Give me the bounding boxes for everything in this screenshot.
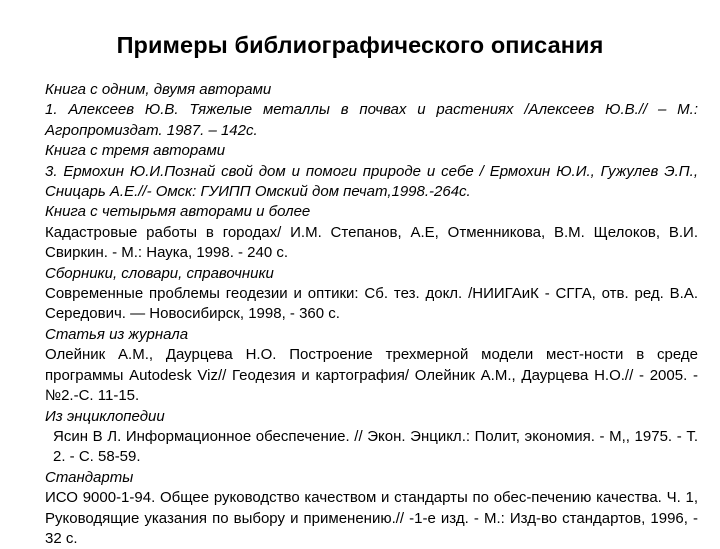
bibliography-entry: Олейник А.М., Даурцева Н.О. Построение трехмерной модели мест-ности в среде программы Autodesk Viz// Геодезия и картография/ Олейник А.М., Даурцева Н.О.// - 2005. -№2.-С. 11-15.	[45, 346, 698, 405]
section-heading: Сборники, словари, справочники	[45, 264, 274, 282]
section-heading: Книга с тремя авторами	[45, 142, 226, 160]
section-heading: Книга с четырьмя авторами и более	[45, 203, 311, 221]
section-heading: Статья из журнала	[45, 325, 189, 343]
section-heading: Из энциклопедии	[45, 407, 165, 425]
bibliography-entry: 1. Алексеев Ю.В. Тяжелые металлы в почвах и растениях /Алексеев Ю.В.// – М.: Агропромиздат. 1987. – 142с.	[45, 101, 698, 139]
bibliography-entry: ИСО 9000-1-94. Общее руководство качеством и стандарты по обес-печению качества. Ч. 1, Руководящие указания по выбору и применению.// -1-е изд. - М.: Изд-во стандартов, 1996, - 32 с.	[45, 489, 698, 547]
bibliography-entry: Ясин В Л. Информационное обеспечение. // Экон. Энцикл.: Полит, экономия. - М,, 1975. - Т. 2. - С. 58-59.	[53, 427, 698, 466]
section-heading: Книга с одним, двумя авторами	[45, 81, 272, 98]
bibliography-entry: 3. Ермохин Ю.И.Познай свой дом и помоги природе и себе / Ермохин Ю.И., Гужулев Э.П., Сницарь А.Е.//- Омск: ГУИПП Омский дом печат,1998.-264с.	[45, 162, 698, 201]
section-heading: Стандарты	[45, 468, 134, 486]
bibliography-entry: Современные проблемы геодезии и оптики: Сб. тез. докл. /НИИГАиК - СГГА, отв. ред. В.А. Середович. — Новосибирск, 1998, - 360 с.	[45, 285, 698, 323]
page-title: Примеры библиографического описания	[116, 32, 604, 58]
bibliography-entry: Кадастровые работы в городах/ И.М. Степанов, А.Е, Отменникова, В.М. Щелоков, В.И. Свиркин. - М.: Наука, 1998. - 240 с.	[45, 223, 698, 262]
bibliography-list	[45, 80, 698, 549]
